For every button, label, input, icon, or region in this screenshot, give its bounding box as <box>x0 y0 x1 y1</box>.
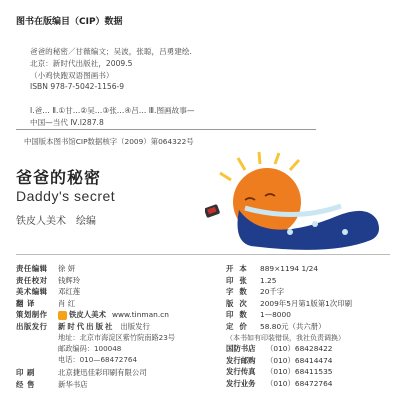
credit-row: 责任校对 钱辉玲 <box>16 275 81 285</box>
notice: （本书如有印装错误，我社负责调换） <box>226 333 345 342</box>
sun-illustration <box>205 150 390 250</box>
cip-divider <box>16 129 316 130</box>
author-line <box>16 212 96 227</box>
cip-line: ISBN 978-7-5042-1156-9 <box>30 82 125 91</box>
print-row: 印 刷 北京捷迅佳彩印刷有限公司 <box>16 368 147 378</box>
print-row: 经 售 新华书店 <box>16 379 88 389</box>
author-name: 铁皮人美术 <box>16 216 66 227</box>
cip-heading: 图书在版编目（CIP）数据 <box>16 17 123 27</box>
spec-row: 开本 889×1194 1/24 <box>226 264 319 274</box>
credits-block <box>16 263 206 390</box>
credit-row: 策划制作 铁皮人美术 www.tinman.cn <box>16 310 169 320</box>
specs-block <box>226 263 391 389</box>
title-divider <box>16 254 390 255</box>
address-line: 地址：北京市海淀区紫竹院南路23号 <box>58 332 175 342</box>
credit-row: 责任编辑 徐 妍 <box>16 264 76 274</box>
credit-row: 出版发行 新时代出版社 出版发行 <box>16 321 150 331</box>
cip-record: 中国版本图书馆CIP数据核字（2009）第064322号 <box>24 137 194 146</box>
spec-row: 印张 1.25 <box>226 275 277 285</box>
contact-row: 发行传真 （010）68411535 <box>226 367 333 377</box>
credit-row: 美术编辑 邓红莲 <box>16 287 81 297</box>
contact-row: 发行邮购 （010）68414474 <box>226 355 333 365</box>
alarm-phone-icon <box>205 204 220 218</box>
tinman-logo-icon <box>58 311 67 320</box>
publisher-name: 新时代出版社 <box>58 321 115 331</box>
book-title-cn: 爸爸的秘密 <box>16 168 102 187</box>
cip-line: 北京：新时代出版社，2009.5 <box>30 59 133 68</box>
contact-row: 发行业务 （010）68472764 <box>226 378 333 388</box>
tel-line: 电话：010—68472764 <box>58 354 138 364</box>
cip-line: （小鸡快跑双语图画书） <box>30 71 114 80</box>
credit-row: 翻 译 肖 红 <box>16 298 76 308</box>
contact-row: 国防书店 （010）68428422 <box>226 344 333 354</box>
author-role: 绘编 <box>76 216 96 227</box>
cip-line: 中国—当代 Ⅳ.I287.8 <box>30 118 104 127</box>
website: www.tinman.cn <box>111 310 169 320</box>
spec-row: 印数 1—8000 <box>226 310 291 320</box>
zip-line: 邮政编码：100048 <box>58 343 122 353</box>
spec-row: 字数 20千字 <box>226 287 285 297</box>
book-title-en: Daddy's secret <box>16 188 116 204</box>
spec-row: 定价 58.80元（共六册） <box>226 321 326 331</box>
cip-line: Ⅰ.爸… Ⅱ.①甘…②吴…③张…④吕… Ⅲ.图画故事— <box>30 106 195 115</box>
spec-row: 版次 2009年5月第1版第1次印刷 <box>226 298 353 308</box>
cip-line: 爸爸的秘密／甘薇编文；吴波，张聪，吕勇建绘. <box>30 47 192 56</box>
